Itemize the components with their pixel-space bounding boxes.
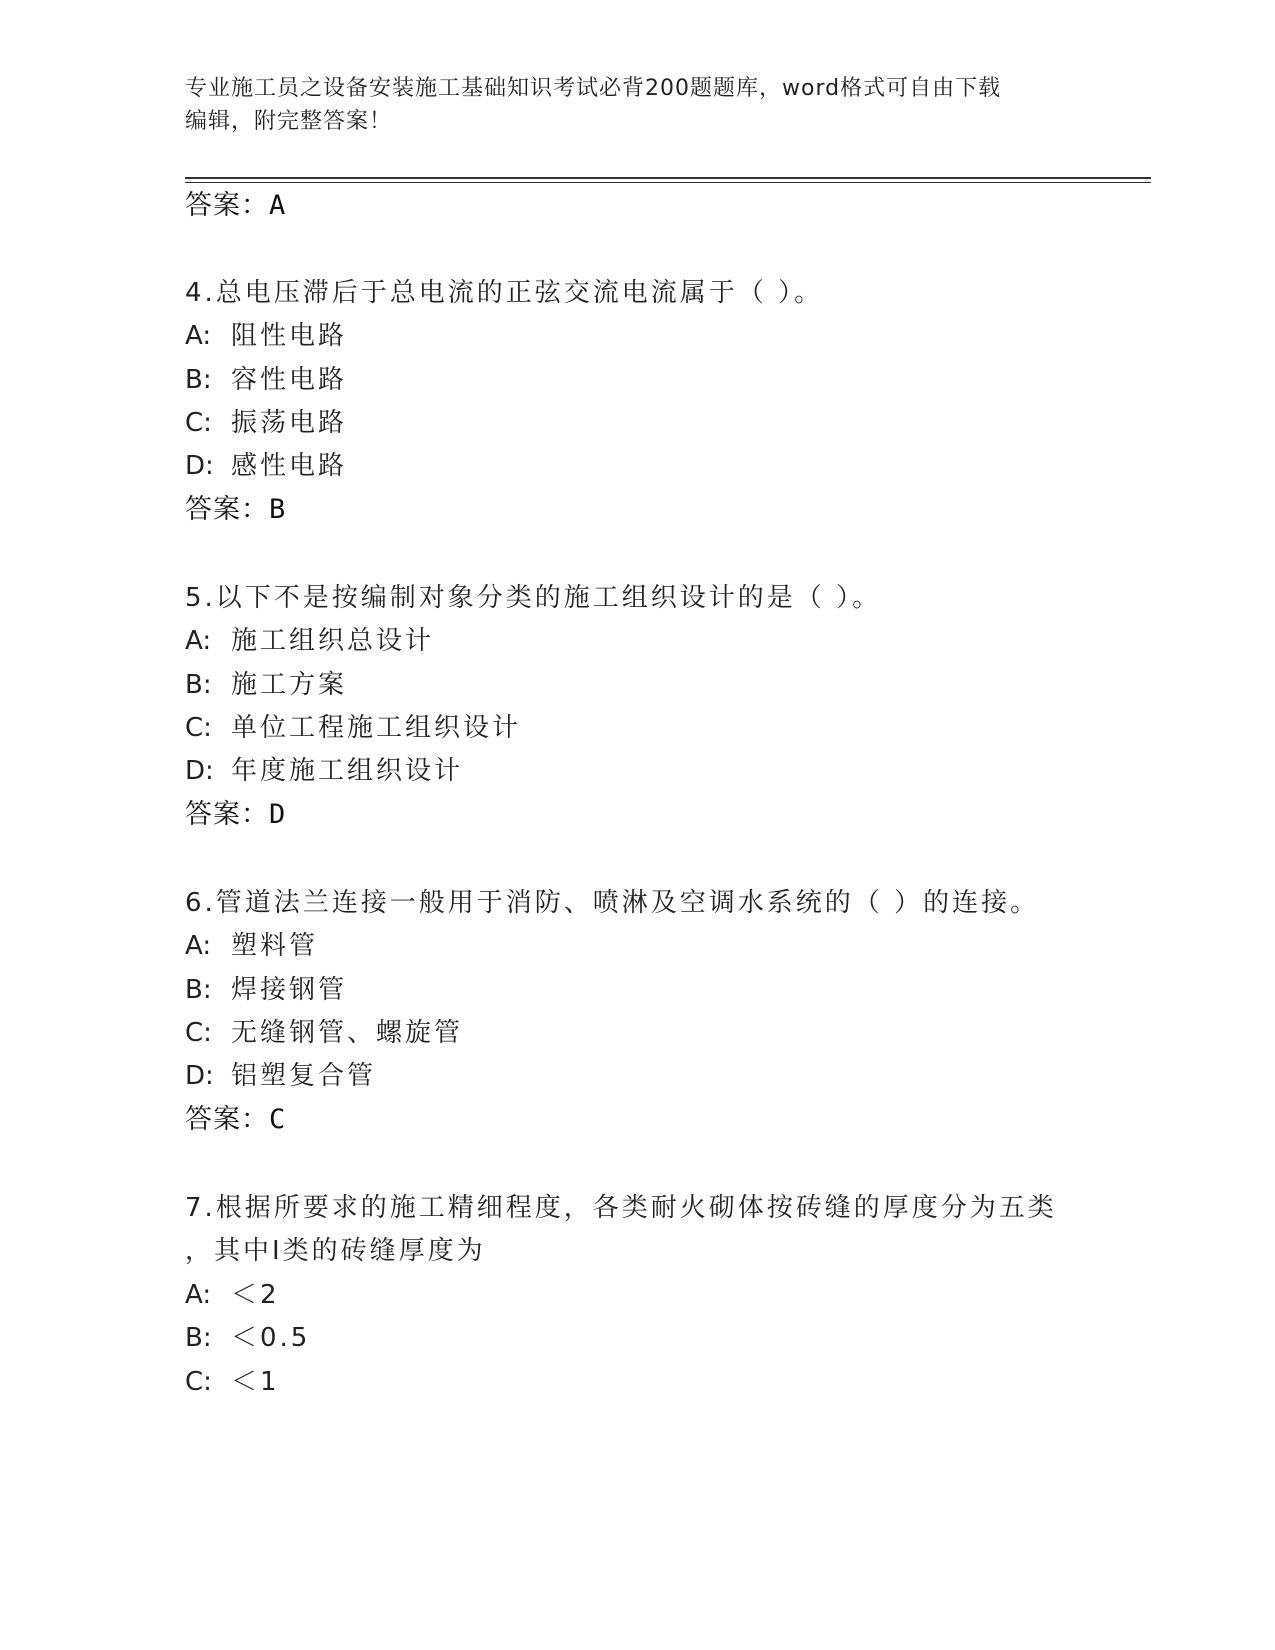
- question-stem: 6.管道法兰连接一般用于消防、喷淋及空调水系统的（ ）的连接。: [185, 888, 1040, 918]
- option-key: C:: [185, 1367, 212, 1397]
- question-stem: 5.以下不是按编制对象分类的施工组织设计的是（ ）。: [185, 583, 882, 613]
- option-key: D:: [185, 1061, 214, 1091]
- option-c: [185, 1015, 463, 1051]
- option-key: C:: [185, 1018, 212, 1048]
- option-d: [185, 448, 347, 484]
- option-key: A:: [185, 321, 212, 351]
- option-key: A:: [185, 931, 212, 961]
- option-text: ＜2: [231, 1280, 280, 1310]
- answer-line-prev: [185, 188, 286, 224]
- option-key: C:: [185, 713, 212, 743]
- answer-label: 答案：: [185, 1104, 269, 1135]
- answer-line: [185, 492, 286, 528]
- option-b: [185, 362, 347, 398]
- option-a: [185, 928, 318, 964]
- header-line-1: 专业施工员之设备安装施工基础知识考试必背200题题库，word格式可自由下载: [185, 76, 1002, 101]
- option-text: 焊接钢管: [231, 975, 348, 1005]
- option-b: [185, 667, 347, 703]
- option-text: 塑料管: [231, 931, 319, 961]
- option-key: A:: [185, 626, 212, 656]
- option-b: [185, 1320, 310, 1356]
- answer-label: 答案：: [185, 190, 269, 221]
- option-b: [185, 972, 347, 1008]
- question-stem-continued: ，其中Ⅰ类的砖缝厚度为: [185, 1236, 486, 1266]
- option-c: [185, 405, 347, 441]
- header-rule-thick: [185, 177, 1151, 179]
- option-key: C:: [185, 408, 212, 438]
- option-key: B:: [185, 975, 212, 1005]
- option-text: 单位工程施工组织设计: [231, 713, 522, 743]
- question-stem: 7.根据所要求的施工精细程度，各类耐火砌体按砖缝的厚度分为五类: [185, 1193, 1057, 1223]
- option-key: D:: [185, 451, 214, 481]
- answer-value: B: [269, 494, 287, 525]
- answer-line: [185, 1102, 286, 1138]
- option-a: [185, 623, 434, 659]
- option-text: 阻性电路: [231, 321, 348, 351]
- answer-label: 答案：: [185, 494, 269, 525]
- answer-value: D: [269, 799, 287, 830]
- answer-line: [185, 797, 286, 833]
- option-key: B:: [185, 1323, 212, 1353]
- question-stem: 4.总电压滞后于总电流的正弦交流电流属于（ ）。: [185, 278, 824, 308]
- option-text: 感性电路: [231, 451, 348, 481]
- header-line-2: 编辑，附完整答案！: [185, 109, 393, 134]
- option-text: 无缝钢管、螺旋管: [231, 1018, 464, 1048]
- option-text: ＜0.5: [231, 1323, 311, 1353]
- option-text: ＜1: [231, 1367, 280, 1397]
- option-text: 铝塑复合管: [231, 1061, 377, 1091]
- option-key: A:: [185, 1280, 212, 1310]
- option-key: D:: [185, 756, 214, 786]
- option-d: [185, 753, 463, 789]
- option-key: B:: [185, 670, 212, 700]
- option-a: [185, 318, 347, 354]
- option-key: B:: [185, 365, 212, 395]
- option-c: [185, 1364, 280, 1400]
- answer-value: C: [269, 1104, 287, 1135]
- option-text: 振荡电路: [231, 408, 348, 438]
- option-d: [185, 1058, 376, 1094]
- header-rule-thin: [185, 182, 1151, 183]
- option-text: 施工方案: [231, 670, 348, 700]
- document-header: [185, 72, 1085, 138]
- option-c: [185, 710, 521, 746]
- answer-value: A: [269, 190, 287, 221]
- option-a: [185, 1277, 280, 1313]
- option-text: 施工组织总设计: [231, 626, 435, 656]
- option-text: 容性电路: [231, 365, 348, 395]
- answer-label: 答案：: [185, 799, 269, 830]
- option-text: 年度施工组织设计: [231, 756, 464, 786]
